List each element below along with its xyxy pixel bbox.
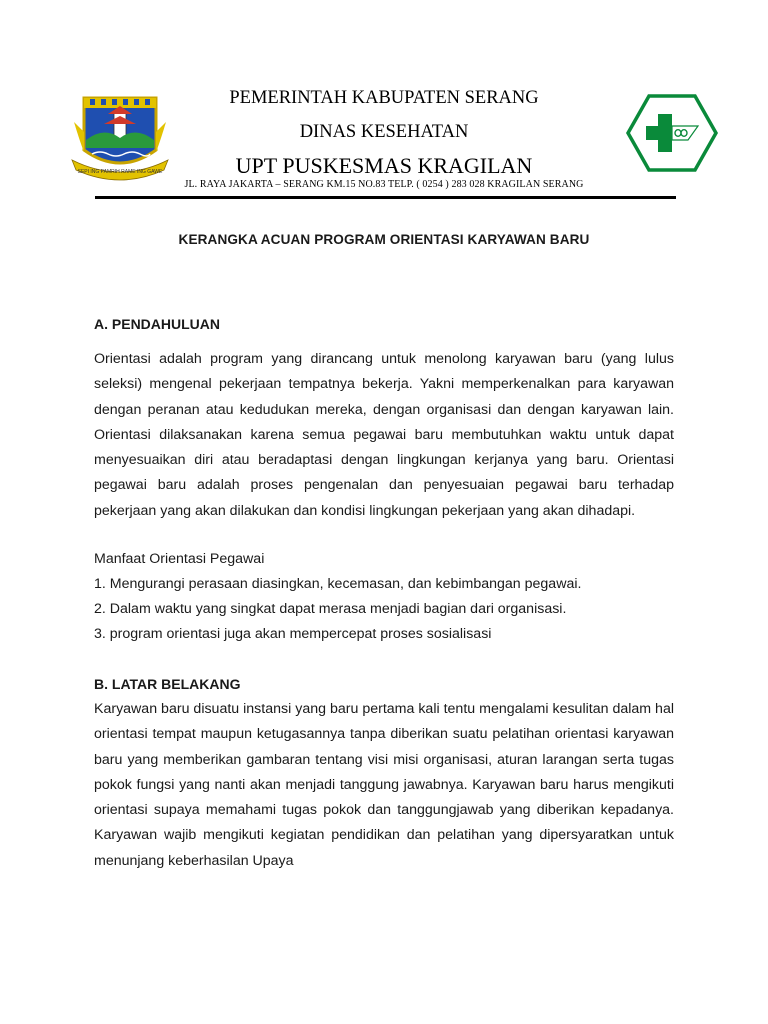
document-title: KERANGKA ACUAN PROGRAM ORIENTASI KARYAWAN BARU <box>178 232 590 247</box>
letterhead <box>0 0 768 200</box>
section-a-paragraph: Orientasi adalah program yang dirancang untuk menolong karyawan baru (yang lulus seleksi) mengenal pekerjaan tempatnya bekerja. Yakni memperkenalkan para karyawan dengan peranan atau kedudukan mereka, dengan organisasi dan dengan karyawan lain. Orientasi dilaksanakan karena semua pegawai baru membutuhkan waktu untuk dapat menyesuaikan diri atau beradaptasi dengan lingkungan kerjanya yang baru. Orientasi pegawai baru adalah proses pengenalan dan penyesuaian pegawai baru terhadap pekerjaan yang akan dilakukan dan kondisi lingkungan pekerjaan yang akan dihadapi. <box>94 351 674 519</box>
benefit-item: 3. program orientasi juga akan mempercepat proses sosialisasi <box>94 626 492 642</box>
benefit-item: 2. Dalam waktu yang singkat dapat merasa menjadi bagian dari organisasi. <box>94 601 567 617</box>
header-government: PEMERINTAH KABUPATEN SERANG <box>229 88 539 108</box>
benefit-item: 1. Mengurangi perasaan diasingkan, kecemasan, dan kebimbangan pegawai. <box>94 576 582 592</box>
header-divider <box>95 196 676 199</box>
header-address: JL. RAYA JAKARTA – SERANG KM.15 NO.83 TELP. ( 0254 ) 283 028 KRAGILAN SERANG <box>184 179 584 190</box>
emblem-motto: SEPI ING PAMRIH RAME ING GAWE <box>77 169 163 175</box>
section-b-heading: B. LATAR BELAKANG <box>94 676 241 692</box>
header-unit: UPT PUSKESMAS KRAGILAN <box>235 153 533 178</box>
benefits-title: Manfaat Orientasi Pegawai <box>94 551 265 567</box>
section-a-heading: A. PENDAHULUAN <box>94 316 220 332</box>
header-department: DINAS KESEHATAN <box>299 122 469 142</box>
section-b-paragraph: Karyawan baru disuatu instansi yang baru pertama kali tentu mengalami kesulitan dalam hal orientasi tempat maupun ketugasannya tanpa diberikan suatu pelatihan orientasi karyawan baru yang memberikan gambaran tentang visi misi organisasi, aturan larangan serta tugas pokok fungsi yang nanti akan menjadi tanggung jawabnya. Karyawan baru harus mengikuti orientasi supaya memahami tugas pokok dan tanggungjawab yang diberikan kepadanya. Karyawan wajib mengikuti kegiatan pendidikan dan pelatihan yang dipersyaratkan untuk menunjang keberhasilan Upaya <box>94 701 674 869</box>
